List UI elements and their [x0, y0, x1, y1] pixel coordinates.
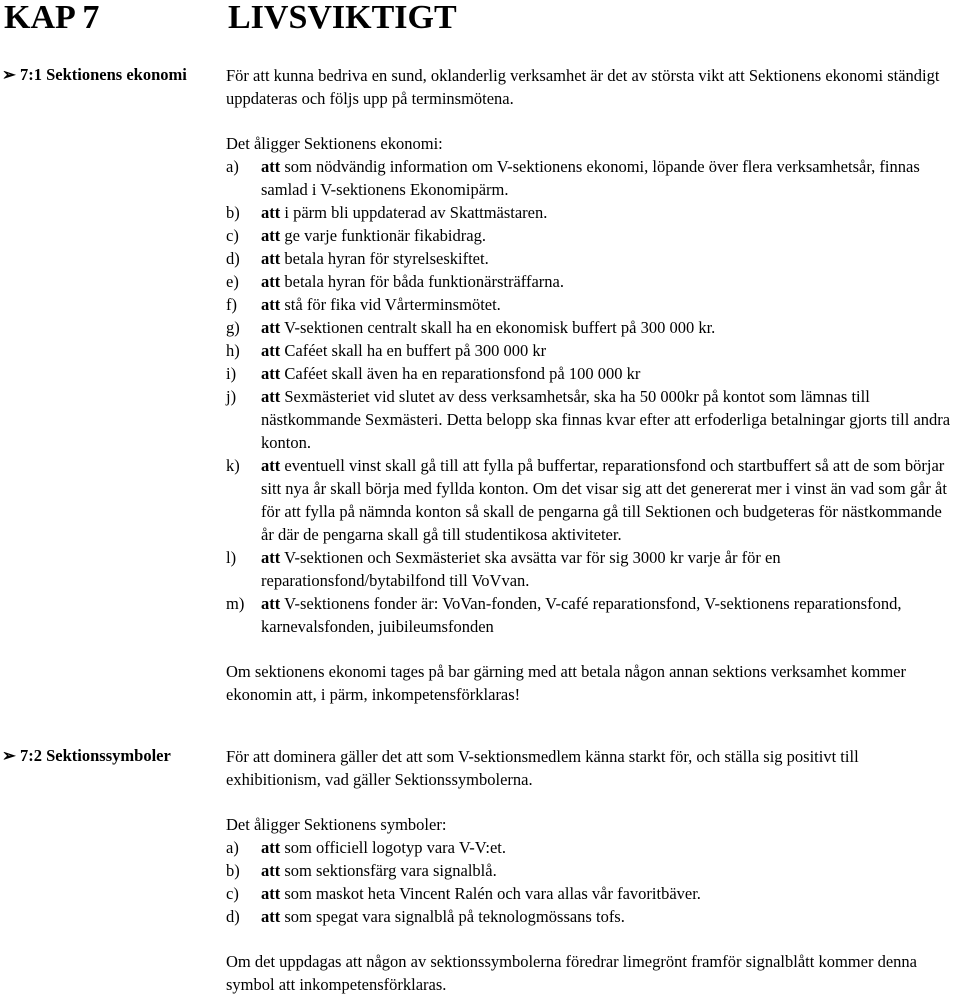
list-item	[226, 905, 956, 928]
list-item-keyword: att	[261, 907, 281, 926]
section-list	[226, 836, 956, 928]
section-closing: Om sektionens ekonomi tages på bar gärning med att betala någon annan sektions verksamhet kommer ekonomin att, i pärm, inkompetensförklaras!	[226, 662, 906, 704]
list-item-text: som sektionsfärg vara signalblå.	[280, 861, 497, 880]
list-item	[226, 316, 956, 339]
list-item	[226, 339, 956, 362]
list-item	[226, 201, 956, 224]
list-item-keyword: att	[261, 387, 281, 406]
list-item	[226, 362, 956, 385]
list-item-label: b)	[226, 861, 240, 880]
section-heading-text: 7:1 Sektionens ekonomi	[20, 65, 187, 84]
list-item-label: c)	[226, 226, 239, 245]
list-item-text: i pärm bli uppdaterad av Skattmästaren.	[280, 203, 548, 222]
arrow-bullet-icon: ➢	[2, 65, 16, 84]
list-item	[226, 293, 956, 316]
list-item	[226, 155, 956, 201]
section-heading	[2, 745, 171, 767]
list-item-keyword: att	[261, 456, 281, 475]
list-item-text: som nödvändig information om V-sektionens ekonomi, löpande över flera verksamhetsår, finnas samlad i V-sektionens Ekonomipärm.	[261, 157, 920, 199]
list-item-text: ge varje funktionär fikabidrag.	[280, 226, 486, 245]
list-item-keyword: att	[261, 838, 281, 857]
list-item-label: h)	[226, 341, 240, 360]
list-item	[226, 385, 956, 454]
list-item-keyword: att	[261, 594, 281, 613]
list-item-label: j)	[226, 387, 237, 406]
list-item-text: betala hyran för båda funktionärsträffarna.	[280, 272, 564, 291]
section-intro: För att kunna bedriva en sund, oklanderlig verksamhet är det av största vikt att Sektionens ekonomi ständigt uppdateras och följs upp på terminsmötena.	[226, 66, 940, 108]
section-body	[226, 64, 956, 706]
list-item-keyword: att	[261, 364, 281, 383]
list-item-text: V-sektionen och Sexmästeriet ska avsätta var för sig 3000 kr varje år för en reparationsfond/bytabilfond till VoVvan.	[261, 548, 781, 590]
chapter-title: LIVSVIKTIGT	[228, 0, 457, 36]
section-body	[226, 745, 956, 996]
list-item-text: stå för fika vid Vårterminsmötet.	[280, 295, 501, 314]
list-item-label: a)	[226, 157, 239, 176]
chapter-number: KAP 7	[4, 0, 100, 36]
list-item-text: Sexmästeriet vid slutet av dess verksamhetsår, ska ha 50 000kr på kontot som lämnas till nästkommande Sexmästeri. Detta belopp ska finnas kvar efter att erfoderliga betalningar gjorts till andra konton.	[261, 387, 951, 452]
list-item-keyword: att	[261, 884, 281, 903]
list-item-keyword: att	[261, 318, 281, 337]
list-item-label: f)	[226, 295, 237, 314]
section-lead: Det åligger Sektionens symboler:	[226, 815, 447, 834]
list-item-label: l)	[226, 548, 237, 567]
list-item-text: V-sektionen centralt skall ha en ekonomisk buffert på 300 000 kr.	[280, 318, 716, 337]
list-item-keyword: att	[261, 226, 281, 245]
list-item-text: som maskot heta Vincent Ralén och vara allas vår favoritbäver.	[280, 884, 701, 903]
list-item-keyword: att	[261, 861, 281, 880]
list-item-keyword: att	[261, 548, 281, 567]
list-item-keyword: att	[261, 203, 281, 222]
list-item-label: c)	[226, 884, 239, 903]
list-item-label: a)	[226, 838, 239, 857]
list-item	[226, 592, 956, 638]
list-item-label: d)	[226, 907, 240, 926]
list-item	[226, 224, 956, 247]
section-closing: Om det uppdagas att någon av sektionssymbolerna föredrar limegrönt framför signalblått kommer denna symbol att inkompetensförklaras.	[226, 952, 917, 994]
section-intro: För att dominera gäller det att som V-sektionsmedlem känna starkt för, och ställa sig positivt till exhibitionism, vad gäller Sektionssymbolerna.	[226, 747, 859, 789]
list-item-keyword: att	[261, 157, 281, 176]
list-item	[226, 247, 956, 270]
list-item-label: d)	[226, 249, 240, 268]
list-item-text: eventuell vinst skall gå till att fylla på buffertar, reparationsfond och startbuffert så att de som börjar sitt nya år skall börja med fyllda konton. Om det visar sig att det genererat mer i vinst än vad som går åt för att fylla på nämnda konton så skall de pengarna gå till Sektionen och budgeteras för nästkommande år där de pengarna skall gå till studentikosa aktiviteter.	[261, 456, 947, 544]
list-item-keyword: att	[261, 341, 281, 360]
list-item-label: i)	[226, 364, 237, 383]
list-item-text: V-sektionens fonder är: VoVan-fonden, V-café reparationsfond, V-sektionens reparationsfond, karnevalsfonden, juibileumsfonden	[261, 594, 902, 636]
list-item-label: m)	[226, 594, 245, 613]
list-item	[226, 882, 956, 905]
list-item-keyword: att	[261, 272, 281, 291]
list-item-text: som spegat vara signalblå på teknologmössans tofs.	[280, 907, 625, 926]
list-item-keyword: att	[261, 295, 281, 314]
list-item	[226, 836, 956, 859]
list-item-text: Caféet skall även ha en reparationsfond på 100 000 kr	[280, 364, 641, 383]
section-heading-text: 7:2 Sektionssymboler	[20, 746, 171, 765]
section-list	[226, 155, 956, 638]
list-item	[226, 270, 956, 293]
section-heading	[2, 64, 187, 86]
list-item	[226, 454, 956, 546]
list-item-text: betala hyran för styrelseskiftet.	[280, 249, 489, 268]
list-item-label: e)	[226, 272, 239, 291]
list-item-text: som officiell logotyp vara V-V:et.	[280, 838, 507, 857]
list-item	[226, 859, 956, 882]
list-item-label: b)	[226, 203, 240, 222]
list-item-label: g)	[226, 318, 240, 337]
list-item	[226, 546, 956, 592]
list-item-text: Caféet skall ha en buffert på 300 000 kr	[280, 341, 547, 360]
section-lead: Det åligger Sektionens ekonomi:	[226, 134, 443, 153]
arrow-bullet-icon: ➢	[2, 746, 16, 765]
list-item-label: k)	[226, 456, 240, 475]
list-item-keyword: att	[261, 249, 281, 268]
